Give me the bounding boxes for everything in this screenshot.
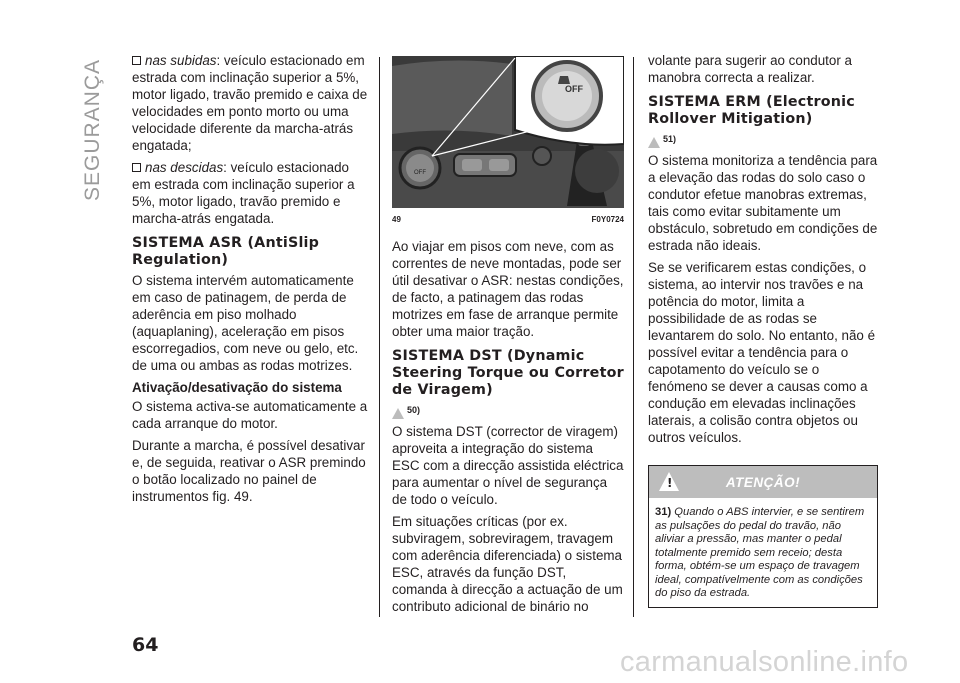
bullet-item-uphill: nas subidas: veículo estacionado em estrada com inclinação superior a 5%, motor ligado, travão premido e caixa de velocidades em ponto morto ou uma velocidade diferente da marcha-atrás engatada;: [132, 53, 368, 153]
erm-paragraph-2: Se se verificarem estas condições, o sistema, ao intervir nos travões e na potência do motor, limita a possibilidade de as rodas se levantarem do solo. No entanto, não é possível evitar a tendência para o capotamento do veículo se o fenómeno se dever a causas como a condução em elevadas inclinações laterais, a colisão contra objetos ou outros veículos.: [648, 260, 876, 445]
column-divider: [633, 57, 634, 617]
warning-reference-51: 51): [648, 131, 878, 148]
asr-paragraph: O sistema intervém automaticamente em caso de patinagem, de perda de aderência em piso molhado (aquaplaning), aceleração em pisos escorregadios, com neve ou gelo, etc. de uma ou ambas as rodas motrizes.: [132, 273, 359, 373]
erm-heading: SISTEMA ERM (Electronic Rollover Mitigation): [648, 94, 855, 127]
warning-triangle-icon: [648, 137, 660, 148]
attention-number: 31): [655, 506, 672, 518]
small-button-label: OFF: [414, 170, 426, 176]
bullet-item-downhill: nas descidas: veículo estacionado em estrada com inclinação superior a 5%, motor ligado, travão premido e marcha-atrás engatada.: [132, 160, 355, 226]
asr-off-label: OFF: [565, 84, 583, 94]
page-number: 64: [132, 634, 159, 656]
section-label: SEGURANÇA: [81, 58, 104, 202]
attention-text: Quando o ABS intervier, e se sentirem as pulsações do pedal do travão, não aliviar a pressão, mas manter o pedal totalmente premido sem receio; desta forma, obtém-se um espaço de travagem ideal, compatívelmente com as condições do piso da estrada.: [655, 506, 865, 599]
attention-header: [649, 466, 877, 498]
checkbox-bullet-icon: [132, 163, 141, 172]
figure-caption: [392, 211, 624, 228]
warning-reference-50: 50): [392, 402, 624, 419]
attention-body: [649, 498, 877, 607]
attention-box: [648, 465, 878, 608]
erm-paragraph-1: O sistema monitoriza a tendência para a elevação das rodas do solo caso o condutor efetue manobras extremas, tais como evitar subitamente um obstáculo, sobretudo em condições de estrada não ideais.: [648, 153, 878, 253]
watermark: carmanualsonline.info: [620, 646, 909, 678]
warning-triangle-icon: [392, 408, 404, 419]
activation-paragraph-2: Durante a marcha, é possível desativar e, de seguida, reativar o ASR premindo o botão localizado no painel de instrumentos fig. 49.: [132, 438, 366, 504]
warning-triangle-icon: [659, 472, 679, 491]
dst-paragraph-1: O sistema DST (corrector de viragem) aproveita a integração do sistema ESC com a direcção assistida eléctrica para aumentar o nível de segurança de todo o veículo.: [392, 424, 624, 507]
dashboard-illustration: [392, 56, 624, 208]
attention-title: ATENÇÃO!: [725, 474, 801, 490]
asr-heading: SISTEMA ASR (AntiSlip Regulation): [132, 235, 320, 268]
column-3: [648, 52, 878, 451]
activation-paragraph-1: O sistema activa-se automaticamente a cada arranque do motor.: [132, 399, 368, 431]
figure-asr-button: [392, 56, 624, 208]
activation-subheading: Ativação/desativação do sistema: [132, 380, 342, 395]
column-divider: [379, 57, 380, 617]
snow-paragraph: Ao viajar em pisos com neve, com as correntes de neve montadas, pode ser útil desativar o ASR: nestas condições, de facto, a patinagem das rodas motrizes em fase de arranque permite obter uma maior tração.: [392, 239, 624, 339]
figure-number: 49: [392, 215, 401, 224]
checkbox-bullet-icon: [132, 56, 141, 65]
column-1: [132, 52, 370, 510]
dst-heading: SISTEMA DST (Dynamic Steering Torque ou Corretor de Viragem): [392, 348, 624, 398]
continued-paragraph: volante para sugerir ao condutor a manobra correcta a realizar.: [648, 53, 852, 85]
figure-code: F0Y0724: [591, 215, 624, 224]
column-2: [392, 52, 624, 620]
dst-paragraph-2: Em situações críticas (por ex. subviragem, sobreviragem, travagem com aderência diferenciada) o sistema ESC, através da função DST, comanda à direcção a actuação de um contributo adicional de binário no: [392, 514, 623, 614]
